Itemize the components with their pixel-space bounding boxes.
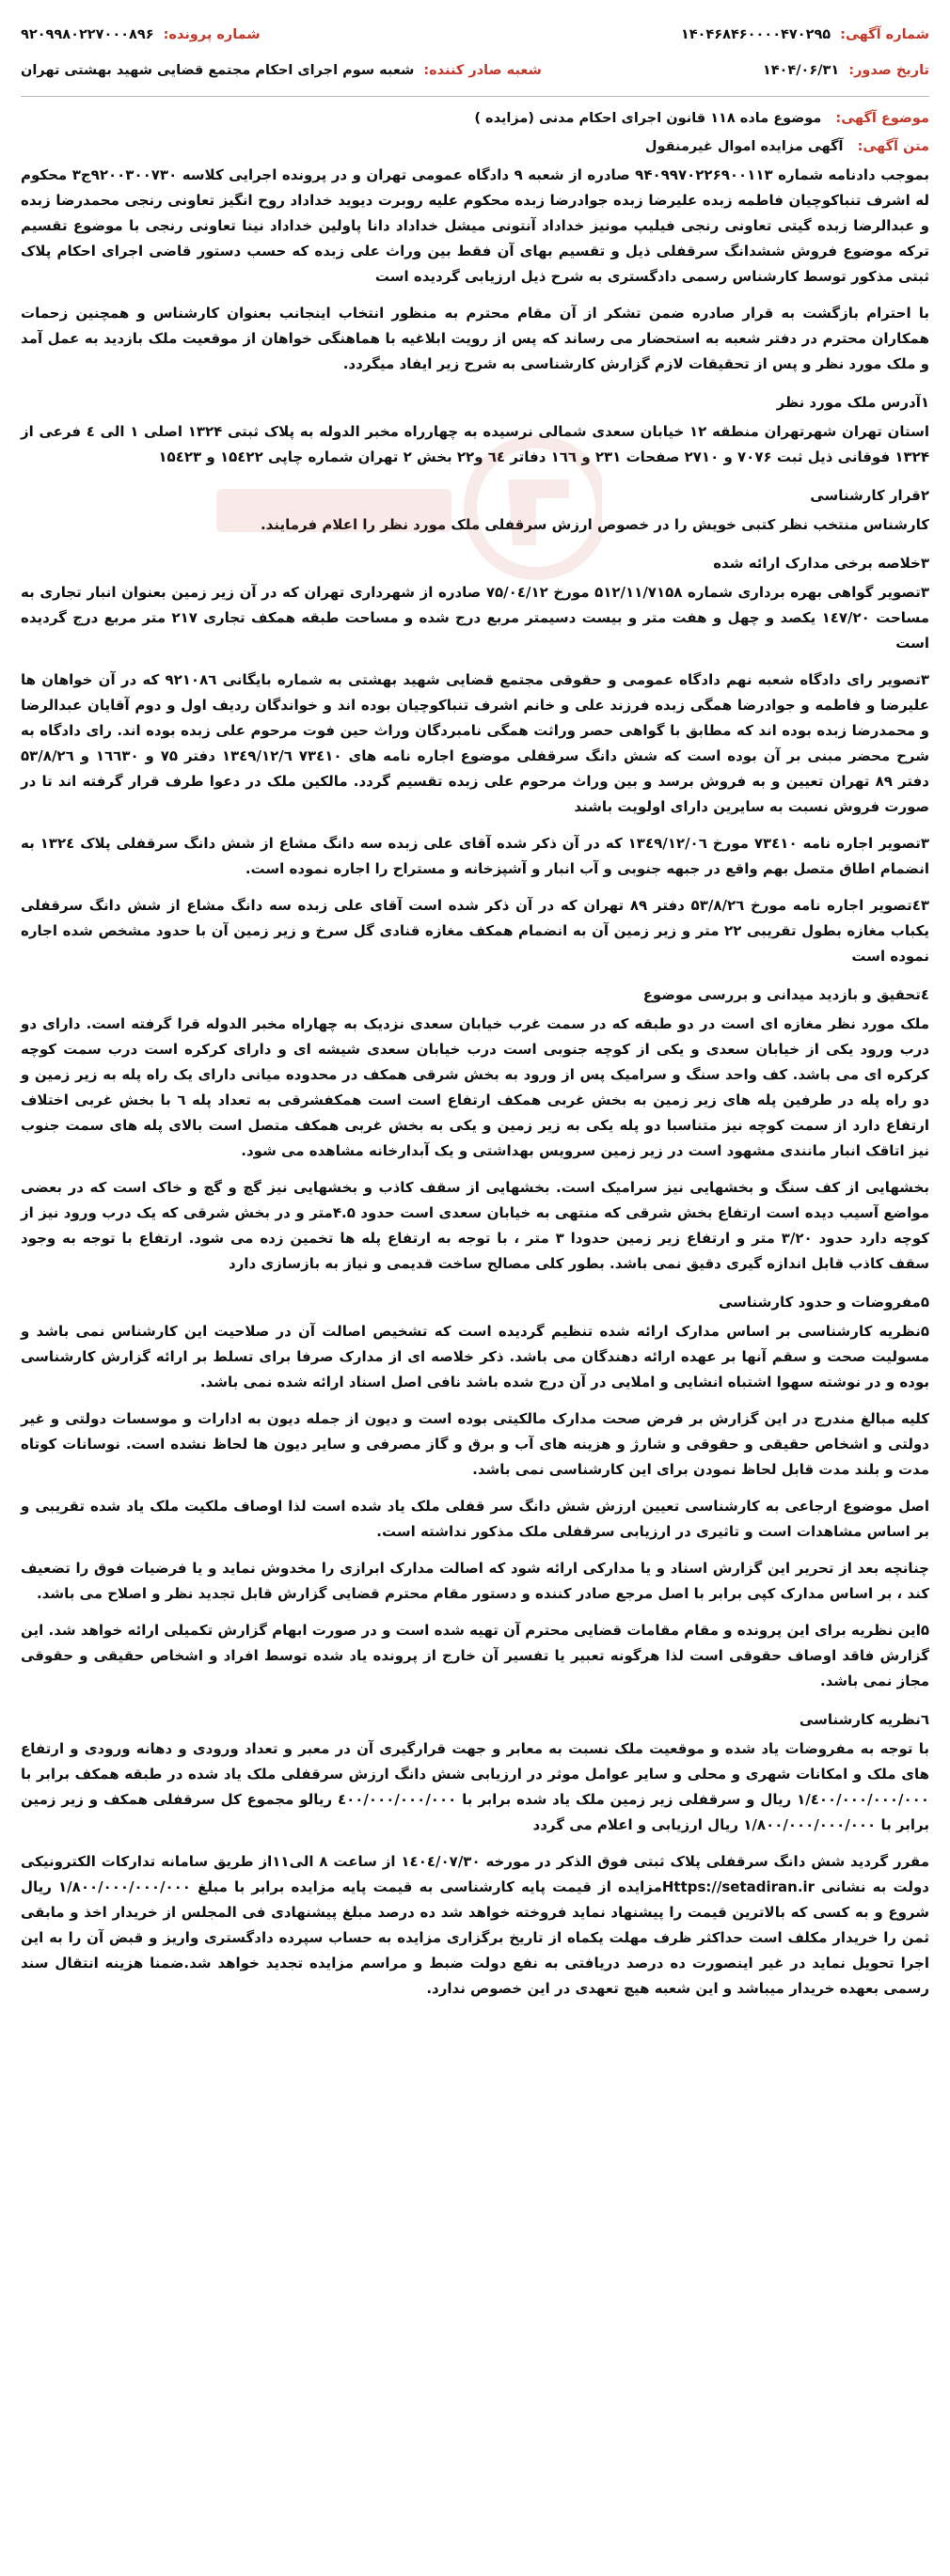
intro-paragraph: با احترام بازگشت به قرار صادره ضمن تشکر از آن مقام محترم به منظور انتخاب اینجانب بعنوان کارشناس و همچنین زحمات همکاران محترم در دفتر شعبه به استحضار می رساند که پس از رویت ابلاغیه با هماهنگی خواهان از موقعیت ملک بازدید به عمل آمد و ملک مورد نظر و پس از تحقیقات لازم گزارش کارشناسی به شرح زیر ایفاد میگردد. xyxy=(21,305,929,372)
ad-number-label: شماره آگهی: xyxy=(840,27,929,42)
ad-number-value: ۱۴۰۴۶۸۴۶۰۰۰۰۴۷۰۲۹۵ xyxy=(680,27,831,42)
section-paragraph: کارشناس منتخب نظر کتبی خویش را در خصوص ارزش سرقفلی ملک مورد نظر را اعلام فرمایند. xyxy=(260,516,929,533)
section-title: ۳خلاصه برخی مدارک ارائه شده xyxy=(713,555,929,572)
issue-date-label: تاریخ صدور: xyxy=(848,63,929,78)
section-paragraph: کلیه مبالغ مندرج در این گزارش بر فرض صحت مدارک مالکیتی بوده است و دیون از جمله دیون به ادارات و موسسات دولتی و غیر دولتی و اشخاص حقیقی و حقوقی و شارژ و هزینه های آب و برق و گاز مصرفی و سایر دیون ها لحاظ نشده است. نوسانات کوتاه مدت و بلند مدت قابل لحاظ نمودن برای این کارشناسی نمی باشد. xyxy=(21,1410,929,1478)
header-divider xyxy=(21,96,929,97)
branch-value: شعبه سوم اجرای احکام مجتمع قضایی شهید بهشتی تهران xyxy=(21,63,415,78)
section-paragraph: مقرر گردید شش دانگ سرقفلی پلاک ثبتی فوق الذکر در مورخه ۱٤۰٤/۰۷/۳۰ از ساعت ۸ الی۱۱از طریق سامانه تدارکات الکترونیکی دولت به نشانی Https://setadiran.irمزایده از قیمت پایه کارشناسی به قیمت پایه مزایده برابر با مبلغ ۱/۸۰۰/۰۰۰/۰۰۰/۰۰۰ ریال شروع و به کسی که بالاترین قیمت را پیشنهاد نماید فروخته خواهد شد ده درصد مبلغ پیشنهادی فی المجلس از خریدار اخذ و مابقی ثمن را خریدار مکلف است حداکثر ظرف مهلت یکماه از تاریخ برگزاری مزایده به حساب سپرده دادگستری واریز و قبض آن را به این اجرا تحویل نماید در غیر اینصورت ده درصد دریافتی به نفع دولت ضبط و مراسم مزایده تجدید خواهد شد.ضمنا هزینه انتقال سند رسمی بعهده خریدار میباشد و این شعبه هیچ تعهدی در این خصوص ندارد. xyxy=(21,1853,930,1997)
ad-text-line xyxy=(21,134,929,159)
header-row-1 xyxy=(21,17,929,53)
case-number-value: ۹۲۰۹۹۸۰۲۲۷۰۰۰۸۹۶ xyxy=(21,27,154,42)
section-title: ٤تحقیق و بازدید میدانی و بررسی موضوع xyxy=(642,986,929,1003)
subject-value: موضوع ماده ۱۱۸ قانون اجرای احکام مدنی (مزایده ) xyxy=(474,111,822,126)
issue-date-value: ۱۴۰۴/۰۶/۳۱ xyxy=(762,63,840,78)
issue-date xyxy=(763,63,929,78)
branch-label: شعبه صادر کننده: xyxy=(423,63,542,78)
issuing-branch xyxy=(21,63,542,78)
section-title: ۲قرار کارشناسی xyxy=(810,487,929,504)
subject-label: موضوع آگهی: xyxy=(835,111,929,126)
section-paragraph: ملک مورد نظر مغازه ای است در دو طبقه که در سمت غرب خیابان سعدی نزدیک به چهاراه مخبر الدوله قرا گرفته است. دارای دو درب ورود یکی از خیابان سعدی و یکی از کوچه جنوبی است درب خیابان سعدی شیشه ای و دارای کرکره است درب سمت کوچه کرکره ای می باشد. کف واحد سنگ و سرامیک پس از ورود به بخش شرقی همکف در محدوده میانی دارای یک راه پله به زیر زمین و دو راه پله در طرفین پله های زیر زمین به بخش غربی همکف ارتفاع است است همکفشرقی به تعداد پله ٦ با بخش غربی اختلاف ارتفاع دارد از سمت کوچه نیز متناسبا دو پله یکی به زیر زمین و یکی به بخش غربی همکف متصل است بالای پله های سمت جنوب نیز اتاقک انبار مانندی مشهود است در زیر زمین سرویس بهداشتی و یک آبدارخانه مشاهده می شود. xyxy=(21,1015,929,1159)
section-title: ۱آدرس ملک مورد نظر xyxy=(776,394,929,411)
ad-number xyxy=(681,27,929,42)
intro-paragraph: بموجب دادنامه شماره ۹۴۰۹۹۷۰۲۲۶۹۰۰۱۱۳ صادره از شعبه ۹ دادگاه عمومی تهران و در پرونده اجرایی کلاسه ۹۲۰۰۳۰۰۷۳۰ج۳ محکوم له اشرف تنباکوچیان فاطمه زبده علیرضا زبده جوادرضا زبده محکوم علیه روبرت دیوید خداداد روح انگیز تعاونی رنجی محمدرضا زبده و عبدالرضا زبده گیتی تعاونی رنجی فیلیپ مونیز خداداد آنتونی میشل خداداد دانا پاولین خداداد نینا تعاونی رنجی با موضوع تقسیم ترکه موضوع فروش ششدانگ سرقفلی ذیل و تقسیم بهای آن فقط بین وراث علی زبده که حسب دستور قاضی اجرای احکام پلاک ثبتی مذکور توسط کارشناس رسمی دادگستری به شرح ذیل ارزیابی گردیده است xyxy=(21,166,929,285)
section-title: ٦نظریه کارشناسی xyxy=(799,1711,929,1728)
ad-text-label: متن آگهی: xyxy=(857,139,929,154)
case-number xyxy=(21,27,261,42)
section-paragraph: چنانچه بعد از تحریر این گزارش اسناد و یا مدارکی ارائه شود که اصالت مدارک ابرازی را مخدوش نماید و یا فرضیات فوق را تضعیف کند ، بر اساس مدارک کپی برابر با اصل مرجع صادر کننده و دستور مقام محترم قضایی گزارش قابل تجدید نظر و اصلاح می باشد. xyxy=(21,1560,929,1602)
subject-line xyxy=(21,106,929,131)
section-paragraph: با توجه به مفروضات یاد شده و موقعیت ملک نسبت به معابر و جهت قرارگیری آن در معبر و تعداد ورودی و دهانه ورودی و ارتفاع های ملک و امکانات شهری و محلی و سایر عوامل موثر در ارزیابی شش دانگ ارزش سرقفلی ملک یاد شده در طبقه همکف برابر با ۱/٤۰۰/۰۰۰/۰۰۰/۰۰۰ ریال و سرقفلی زیر زمین ملک یاد شده برابر با ٤۰۰/۰۰۰/۰۰۰/۰۰۰ ریالو مجموع کل سرقفلی همکف و زیر زمین برابر با ۱/۸۰۰/۰۰۰/۰۰۰/۰۰۰ ریال ارزیابی و اعلام می گردد xyxy=(21,1740,929,1833)
section-paragraph: ۳تصویر گواهی بهره برداری شماره ۵۱۲/۱۱/۷۱۵۸ مورخ ۷۵/۰٤/۱۲ صادره از شهرداری تهران که در آن زیر زمین بعنوان انبار تجاری به مساحت ۱٤۷/۲۰ یکصد و چهل و هفت متر و بیست دسیمتر مربع درج شده و مساحت طبقه همکف تجاری ۲۱۷ متر مربع درج گردیده است xyxy=(21,584,929,652)
section-paragraph: بخشهایی از کف سنگ و بخشهایی نیز سرامیک است. بخشهایی از سقف کاذب و بخشهایی نیز گچ و گچ و خاک است که در بعضی مواضع آسیب دیده است ارتفاع بخش شرقی که منتهی به خیابان سعدی است حدود ۴.۵متر و در بخش شرقی که یک درب ورود نیز از کوچه دارد حدود ۳/۲۰ متر و ارتفاع زیر زمین حدودا ۳ متر ، با توجه به ارتفاع پله ها تخمین زده می شود. ارتفاع با توجه به وجود سقف کاذب قابل اندازه گیری دقیق نمی باشد. بطور کلی مصالح ساخت قدیمی و نیاز به بازسازی دارد xyxy=(21,1179,929,1272)
ad-text-value: آگهی مزایده اموال غیرمنقول xyxy=(644,139,844,154)
section-paragraph: ۵نظریه کارشناسی بر اساس مدارک ارائه شده تنظیم گردیده است که تشخیص اصالت آن در صلاحیت این کارشناس نمی باشد و مسولیت صحت و سقم آنها بر عهده ارائه دهندگان می باشد. ذکر خلاصه ای از مدارک صرفا برای تسلط بر ارائه گزارش کارشناسی بوده و در نوشته سهوا اشتباه انشایی و املایی در آن درج شده باشد نافی اصل اسناد ارائه شده نمی باشد. xyxy=(21,1323,929,1390)
header-row-2 xyxy=(21,53,929,88)
section-paragraph: ٤۳تصویر اجاره نامه مورخ ۵۳/۸/۲٦ دفتر ۸۹ تهران که در آن ذکر شده است آقای علی زبده سه دانگ مشاع از شش دانگ سرقفلی یکباب مغازه بطول تقریبی ۲۲ متر و زیر زمین آن به انضمام همکف مغازه قنادی گل سرخ و زیر زمین آن با حدود مشخص شده اجاره نموده است xyxy=(21,897,930,965)
case-number-label: شماره پرونده: xyxy=(163,27,261,42)
section-paragraph: ۳تصویر اجاره نامه ۷۳٤۱۰ مورخ ۱۳٤۹/۱۲/۰٦ که در آن ذکر شده آقای علی زبده سه دانگ مشاع از شش دانگ سرقفلی پلاک ۱۳۲٤ به انضمام اطاق متصل بهم واقع در جبهه جنوبی و آب انبار و آشپزخانه و مستراح را اجاره نموده است. xyxy=(21,835,930,877)
section-paragraph: ۳تصویر رای دادگاه شعبه نهم دادگاه عمومی و حقوقی مجتمع قضایی شهید بهشتی به شماره بایگانی ۹۲۱۰۸٦ که در آن خواهان ها علیرضا و فاطمه و جوادرضا همگی زبده فرزند علی و خانم اشرف تنباکوچیان بوده اند و خواندگان ردیف اول و دوم آقایان عبدالرضا و محمدرضا زبده بوده اند که مطابق با گواهی حصر وراثت همگی نامبردگان وراث حین فوت مرحوم علی زبده بوده اند. رای دادگاه به شرح محضر مبنی بر آن بوده است که شش دانگ سرقفلی موضوع اجاره نامه های ۷۳٤۱۰ ۱۳٤۹/۱۲/٦ دفتر ۷۵ و ۱٦٦۳۰ و ۵۳/۸/۲٦ دفتر ۸۹ تهران تعیین و به فروش برسد و بین وراث مرحوم علی زبده تقسیم گردد. مالکین ملک در دعوا طرف قرار گرفته اند تا در صورت فروش نسبت به سایرین دارای اولویت باشند xyxy=(21,671,930,815)
section-paragraph: ۵این نظریه برای این پرونده و مقام مقامات قضایی محترم آن تهیه شده است و در صورت ابهام گزارش تکمیلی ارائه خواهد شد. این گزارش فاقد اوصاف حقوقی است لذا هرگونه تعبیر یا تفسیر آن خارج از پرونده یاد شده توسط افراد و اشخاص حقیقی و حقوقی مجاز نمی باشد. xyxy=(21,1622,929,1689)
section-paragraph: استان تهران شهرتهران منطقه ۱۲ خیابان سعدی شمالی نرسیده به چهارراه مخبر الدوله به پلاک ثبتی ۱۳۲۴ اصلی ۱ الی ٤ فرعی از ۱۳۲۴ فوقانی ذیل ثبت ۷۰۷۶ و ۲۷۱۰ صفحات ۲۳۱ و ۱٦٦ دفاتر ٦٤ و۲۲ بخش ۲ تهران شماره چاپی ۱۵٤۲۲ و ۱۵٤۲۳ xyxy=(21,423,929,465)
section-paragraph: اصل موضوع ارجاعی به کارشناسی تعیین ارزش شش دانگ سر قفلی ملک یاد شده است لذا اوصاف ملکیت ملک یاد شده تقریبی و بر اساس مشاهدات است و تاثیری در ارزیابی سرقفلی ملک مذکور نداشته است. xyxy=(21,1498,929,1540)
section-title: ۵مفروضات و حدود کارشناسی xyxy=(718,1294,929,1311)
